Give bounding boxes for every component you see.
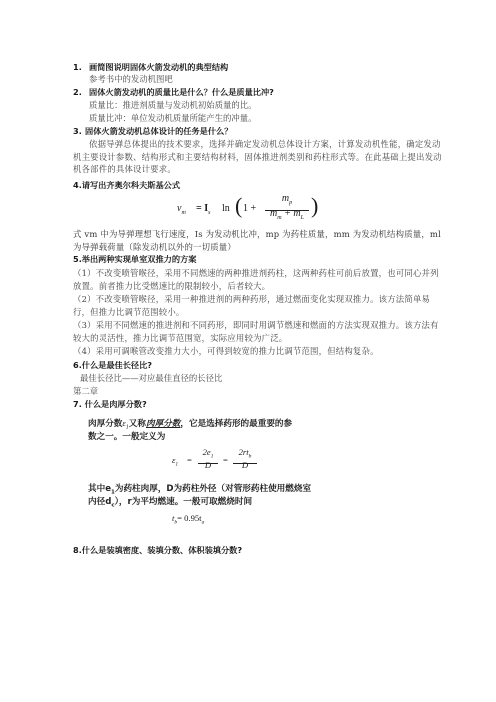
document-page: 1. 画简图说明固体火箭发动机的典型结构 参考书中的发动机图吧 2. 固体火箭发动机的质量比是什么？什么是质量比冲? 质量比：推进剂质量与发动机初始质量的比。 质量比冲：单位发动机质量所能产生的冲量。 3. 固体火箭发动机总体设计的任务是什么？ 依据导弹总体提出的技术要求，选择并确定发动机总体设计方案，计算发动机性能，确定发动机主要设计参数、结构形式和主要结构材料，固体推进剂类别和药柱形式等。在此基础上提出发动机各部件的具体设计要求。 4.请写出齐奥尔科夫斯基公式 $v_m$ = $I_s$ ln ( 1 + $m_p$ $m_m + m_L$ ) 式 vm 中为导弹理想飞行速度，Is 为发动机比冲，mp 为药柱质量，mm 为发动机结构质量，ml 为导弹载荷量（除发动机以外的一切质量） 5.举出两种实现单室双推力的方案 （1）不改变喷管喉径，采用不同燃速的两种推进剂药柱，这两种药柱可前后放置，也可同心并列放置。前者推力比受燃速比的限制较小，后者较大。 （2）不改变喷管喉径，采用一种推进剂的两种药形，通过燃面变化实现双推力。该方法简单易行，但推力比调节范围较小。 （3）采用不同燃速的推进剂和不同药形，即同时用调节燃速和燃面的方法实现双推力。该方法有较大的灵活性，推力比调节范围宽，实际应用较为广泛。 （4）采用可调喉管改变推力大小，可得到较宽的推力比调节范围，但结构复杂。 6.什么是最佳长径比? 最佳长径比——对应最佳直径的长径比 第二章 7. 什么是肉厚分数? 肉厚分数$\varepsilon_1$又称肉厚分数，它是选择药形的最重要的参 数之一。一般定义为 $\varepsilon_1$ = $2e_1$ D = $2rt_b$ D 其中$e_1$为药柱肉厚，D为药柱外径（对管形药柱使用燃烧室 内径$d_c$），r为平均燃速。一般可取燃烧时间 $t_b= 0.95t_a$ 8.什么是装填密度、装填分数、体积装填分数? — [0, 0, 496, 702]
formula-paren-left: ( — [235, 193, 243, 218]
formula-one-plus: 1 + — [243, 203, 257, 214]
q7-definition-line-4: 内径$d_c$），r为平均燃速。一般可取燃烧时间 — [88, 497, 253, 509]
burn-time-formula: $t_b= 0.95t_a$ — [172, 513, 205, 526]
question-title: 固体火箭发动机总体设计的任务是什么？ — [85, 126, 233, 136]
q7-definition-line-1: 肉厚分数$\varepsilon_1$又称肉厚分数，它是选择药形的最重要的参 — [88, 418, 293, 431]
question-2 — [73, 87, 274, 98]
question-5: 5.举出两种实现单室双推力的方案 — [73, 254, 197, 264]
scheme-2: （2）不改变喷管喉径，采用一种推进剂的两种药形，通过燃面变化实现双推力。该方法简单易行，但推力比调节范围较小。 — [73, 294, 431, 317]
formula-denominator: $m_m + m_L$ — [270, 208, 304, 221]
answer-3: 依据导弹总体提出的技术要求，选择并确定发动机总体设计方案，计算发动机性能，确定发动机主要设计参数、结构形式和主要结构材料，固体推进剂类别和药柱形式等。在此基础上提出发动机各部件的具体设计要求。 — [73, 139, 442, 175]
answer-6: 最佳长径比——对应最佳直径的长径比 — [80, 373, 223, 383]
answer-1: 参考书中的发动机图吧 — [89, 74, 173, 84]
question-3 — [73, 126, 232, 137]
formula-numerator: $m_p$ — [265, 192, 309, 211]
formula-paren-right: ) — [311, 193, 319, 218]
scheme-3: （3）采用不同燃速的推进剂和不同药形，即同时用调节燃速和燃面的方法实现双推力。该方法有较大的灵活性，推力比调节范围宽，实际应用较为广泛。 — [73, 320, 439, 343]
question-1 — [73, 62, 228, 73]
chapter-heading: 第二章 — [73, 386, 99, 396]
q7-definition-line-2: 数之一。一般定义为 — [88, 432, 166, 442]
question-number: 3. — [73, 126, 82, 136]
scheme-1: （1）不改变喷管喉径，采用不同燃速的两种推进剂药柱，这两种药柱可前后放置，也可同心并列放置。前者推力比受燃速比的限制较小，后者较大。 — [73, 268, 439, 291]
question-4: 4.请写出齐奥尔科夫斯基公式 — [73, 180, 181, 190]
question-7: 7. 什么是肉厚分数? — [73, 399, 147, 409]
answer-2-line-2: 质量比冲：单位发动机质量所能产生的冲量。 — [89, 113, 257, 123]
question-6: 6.什么是最佳长径比? — [73, 360, 153, 370]
q7-definition-line-3: 其中$e_1$为药柱肉厚，D为药柱外径（对管形药柱使用燃烧室 — [88, 484, 312, 496]
formula-explanation: 式 vm 中为导弹理想飞行速度，Is 为发动机比冲，mp 为药柱质量，mm 为发动机结构质量，ml 为导弹载荷量（除发动机以外的一切质量） — [73, 229, 441, 252]
scheme-4: （4）采用可调喉管改变推力大小，可得到较宽的推力比调节范围，但结构复杂。 — [73, 346, 379, 356]
question-8: 8.什么是装填密度、装填分数、体积装填分数? — [73, 545, 243, 555]
formula-lhs: $v_m$ — [177, 203, 186, 216]
question-title: 固体火箭发动机的质量比是什么？什么是质量比冲? — [89, 87, 274, 97]
question-title: 画简图说明固体火箭发动机的典型结构 — [89, 62, 229, 72]
formula-ln: ln — [222, 203, 230, 214]
formula-eq: = $I_s$ — [196, 203, 211, 216]
question-number: 1. — [73, 62, 82, 72]
question-number: 2. — [73, 87, 82, 97]
answer-2-line-1: 质量比：推进剂质量与发动机初始质量的比。 — [89, 100, 257, 110]
